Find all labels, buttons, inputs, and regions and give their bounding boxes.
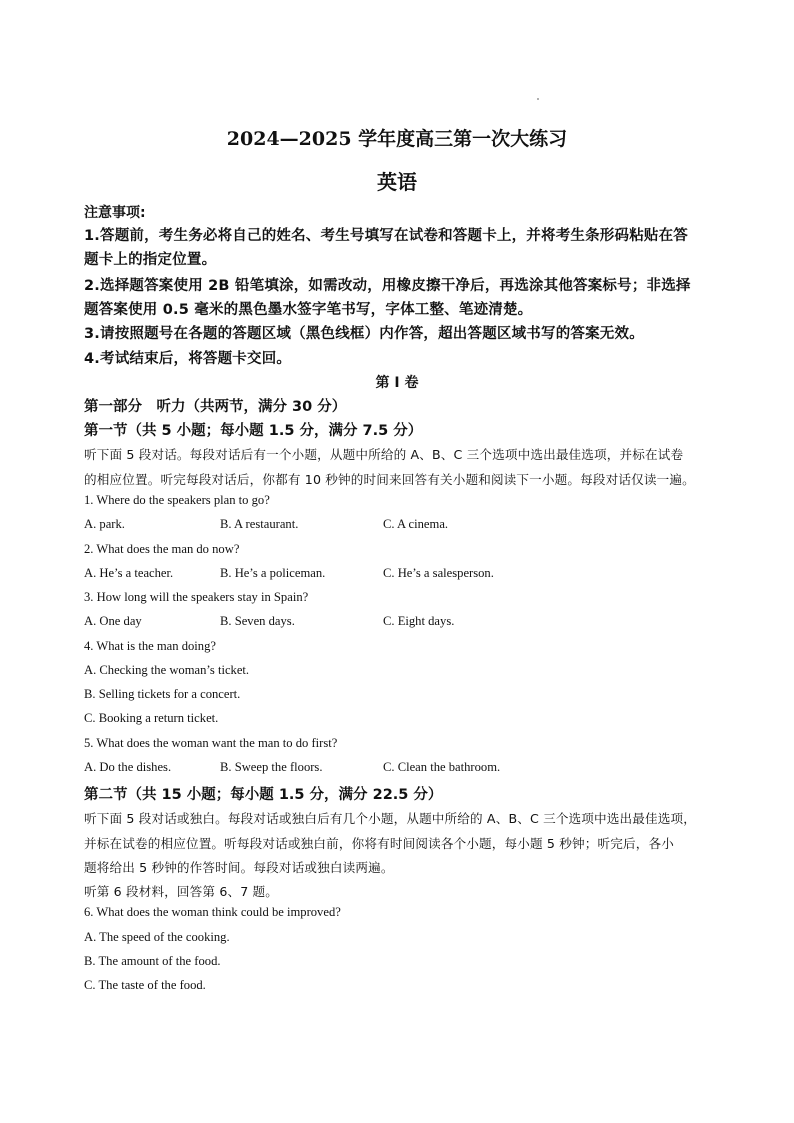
volume-label: 第 I 卷 [375,375,419,391]
notice-heading: 注意事项: [84,205,146,221]
section2-instruction-1: 听下面 5 段对话或独白。每段对话或独白后有几个小题，从题中所给的 A、B、C 三个选项中选出最佳选项， [84,811,696,826]
exam-title: 2024—2025 学年度高三第一次大练习 [226,128,568,150]
question-2-option-a: A. He’s a teacher. [84,566,174,580]
notice-line-3: 2.选择题答案使用 2B 铅笔填涂，如需改动，用橡皮擦干净后，再选涂其他答案标号；非选择 [84,278,691,294]
question-4-option-c: C. Booking a return ticket. [84,711,219,725]
question-2-option-c: C. He’s a salesperson. [383,566,494,580]
question-1-option-a: A. park. [84,517,125,531]
section2-heading: 第二节（共 15 小题；每小题 1.5 分，满分 22.5 分） [84,787,443,803]
question-4-option-a: A. Checking the woman’s ticket. [84,663,250,677]
notice-line-4: 题答案使用 0.5 毫米的黑色墨水签字笔书写，字体工整、笔迹清楚。 [84,302,533,318]
notice-line-2: 题卡上的指定位置。 [84,252,217,268]
question-3-stem: 3. How long will the speakers stay in Spain? [84,590,309,604]
question-5-option-a: A. Do the dishes. [84,760,172,774]
section1-heading: 第一节（共 5 小题；每小题 1.5 分，满分 7.5 分） [84,423,423,439]
question-4-stem: 4. What is the man doing? [84,639,216,653]
question-3-option-a: A. One day [84,614,142,628]
section1-instruction-2: 的相应位置。听完每段对话后，你都有 10 秒钟的时间来回答有关小题和阅读下一小题。每段对话仅读一遍。 [84,472,695,487]
question-5-stem: 5. What does the woman want the man to do first? [84,736,338,750]
question-6-stem: 6. What does the woman think could be improved? [84,905,341,919]
question-3-option-c: C. Eight days. [383,614,455,628]
question-2-stem: 2. What does the man do now? [84,542,240,556]
part1-heading: 第一部分 听力（共两节，满分 30 分） [84,399,347,415]
scan-speck [537,98,539,100]
question-6-option-b: B. The amount of the food. [84,954,221,968]
question-4-option-b: B. Selling tickets for a concert. [84,687,241,701]
question-1-stem: 1. Where do the speakers plan to go? [84,493,270,507]
question-5-option-c: C. Clean the bathroom. [383,760,501,774]
question-3-option-b: B. Seven days. [220,614,295,628]
question-2-option-b: B. He’s a policeman. [220,566,326,580]
notice-line-1: 1.答题前，考生务必将自己的姓名、考生号填写在试卷和答题卡上，并将考生条形码粘贴在答 [84,228,688,244]
question-1-option-c: C. A cinema. [383,517,449,531]
notice-line-6: 4.考试结束后，将答题卡交回。 [84,351,292,367]
question-6-option-c: C. The taste of the food. [84,978,206,992]
section2-instruction-3: 题将给出 5 秒钟的作答时间。每段对话或独白读两遍。 [84,860,394,875]
question-6-option-a: A. The speed of the cooking. [84,930,230,944]
material-6-intro: 听第 6 段材料，回答第 6、7 题。 [84,884,279,899]
section1-instruction-1: 听下面 5 段对话。每段对话后有一个小题，从题中所给的 A、B、C 三个选项中选出最佳选项，并标在试卷 [84,447,684,462]
question-5-option-b: B. Sweep the floors. [220,760,323,774]
section2-instruction-2: 并标在试卷的相应位置。听每段对话或独白前，你将有时间阅读各个小题，每小题 5 秒钟；听完后，各小 [84,836,674,851]
notice-line-5: 3.请按照题号在各题的答题区域（黑色线框）内作答，超出答题区域书写的答案无效。 [84,326,644,342]
question-1-option-b: B. A restaurant. [220,517,299,531]
subject-title: 英语 [377,170,417,194]
